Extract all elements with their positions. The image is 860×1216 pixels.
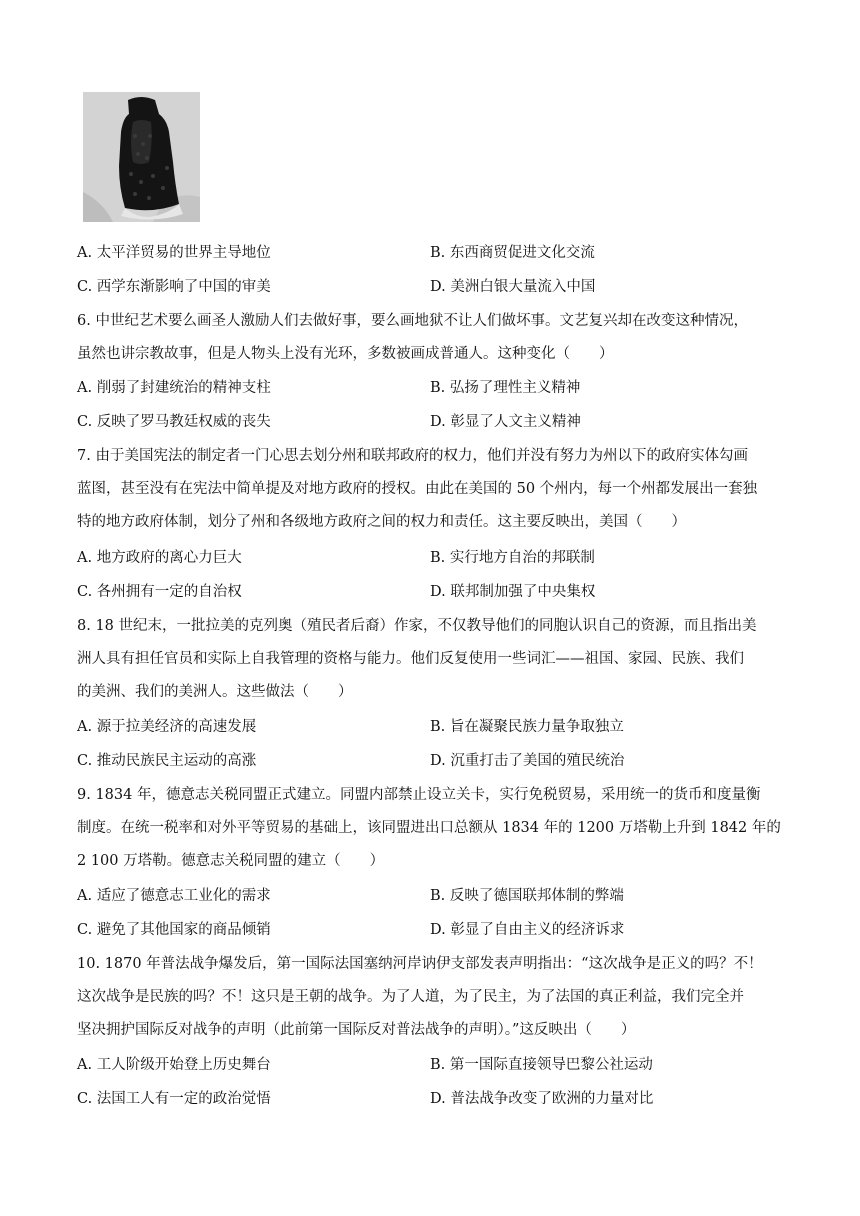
q6-option-a: A. 削弱了封建统治的精神支柱	[77, 380, 271, 396]
q6-option-c: C. 反映了罗马教廷权威的丧失	[77, 414, 271, 430]
q9-option-d: D. 彰显了自由主义的经济诉求	[430, 922, 625, 938]
q5-option-b: B. 东西商贸促进文化交流	[430, 245, 595, 261]
question-6-stem	[77, 305, 783, 371]
q8-option-a: A. 源于拉美经济的高速发展	[77, 719, 257, 735]
question-8-line: 的美洲、我们的美洲人。这些做法（ ）	[77, 684, 353, 700]
q7-option-b: B. 实行地方自治的邦联制	[430, 550, 595, 566]
question-9-line: 制度。在统一税率和对外平等贸易的基础上，该同盟进出口总额从 1834 年的 1200 万塔勒上升到 1842 年的	[77, 820, 781, 836]
q8-option-b: B. 旨在凝聚民族力量争取独立	[430, 719, 624, 735]
q9-option-a: A. 适应了德意志工业化的需求	[77, 888, 271, 904]
q5-option-d: D. 美洲白银大量流入中国	[430, 279, 596, 295]
q7-option-c: C. 各州拥有一定的自治权	[77, 584, 242, 600]
question-10-line: 这次战争是民族的吗？不！这只是王朝的战争。为了人道，为了民主，为了法国的真正利益，我们完全并	[77, 989, 744, 1005]
question-10-line: 10. 1870 年普法战争爆发后，第一国际法国塞纳河岸讷伊支部发表声明指出：“这次战争是正义的吗？不！	[77, 956, 763, 972]
q5-option-a: A. 太平洋贸易的世界主导地位	[77, 245, 271, 261]
q10-option-b: B. 第一国际直接领导巴黎公社运动	[430, 1057, 653, 1073]
q8-option-d: D. 沉重打击了美国的殖民统治	[430, 753, 625, 769]
q6-option-d: D. 彰显了人文主义精神	[430, 414, 581, 430]
q6-option-b: B. 弘扬了理性主义精神	[430, 380, 581, 396]
question-6-line: 虽然也讲宗教故事，但是人物头上没有光环，多数被画成普通人。这种变化（ ）	[77, 346, 614, 362]
q10-option-c: C. 法国工人有一定的政治觉悟	[77, 1091, 271, 1107]
q5-option-c: C. 西学东渐影响了中国的审美	[77, 279, 271, 295]
question-7-line: 蓝图，甚至没有在宪法中简单提及对地方政府的授权。由此在美国的 50 个州内，每一个州都发展出一套独	[77, 481, 758, 497]
q7-option-a: A. 地方政府的离心力巨大	[77, 550, 242, 566]
q9-option-b: B. 反映了德国联邦体制的弊端	[430, 888, 624, 904]
question-9-stem	[77, 779, 783, 878]
q7-option-d: D. 联邦制加强了中央集权	[430, 584, 596, 600]
question-10-stem	[77, 948, 783, 1047]
q8-option-c: C. 推动民族民主运动的高涨	[77, 753, 257, 769]
question-8-stem	[77, 610, 783, 709]
question-8-line: 8. 18 世纪末，一批拉美的克列奥（殖民者后裔）作家，不仅教导他们的同胞认识自己的资源，而且指出美	[77, 618, 757, 634]
question-9-line: 9. 1834 年，德意志关税同盟正式建立。同盟内部禁止设立关卡，实行免税贸易，采用统一的货币和度量衡	[77, 787, 761, 803]
question-7-stem	[77, 440, 783, 539]
question-10-line: 坚决拥护国际反对战争的声明（此前第一国际反对普法战争的声明）。”这反映出（ ）	[77, 1022, 636, 1038]
q10-option-a: A. 工人阶级开始登上历史舞台	[77, 1057, 271, 1073]
black-lace-garment-photo	[83, 92, 200, 222]
q10-option-d: D. 普法战争改变了欧洲的力量对比	[430, 1091, 654, 1107]
question-9-line: 2 100 万塔勒。德意志关税同盟的建立（ ）	[77, 853, 385, 869]
question-7-line: 特的地方政府体制，划分了州和各级地方政府之间的权力和责任。这主要反映出，美国（ ）	[77, 514, 686, 530]
q9-option-c: C. 避免了其他国家的商品倾销	[77, 922, 271, 938]
question-6-line: 6. 中世纪艺术要么画圣人激励人们去做好事，要么画地狱不让人们做坏事。文艺复兴却在改变这种情况，	[77, 313, 748, 329]
question-7-line: 7. 由于美国宪法的制定者一门心思去划分州和联邦政府的权力，他们并没有努力为州以下的政府实体勾画	[77, 448, 748, 464]
question-8-line: 洲人具有担任官员和实际上自我管理的资格与能力。他们反复使用一些词汇——祖国、家园、民族、我们	[77, 651, 744, 667]
